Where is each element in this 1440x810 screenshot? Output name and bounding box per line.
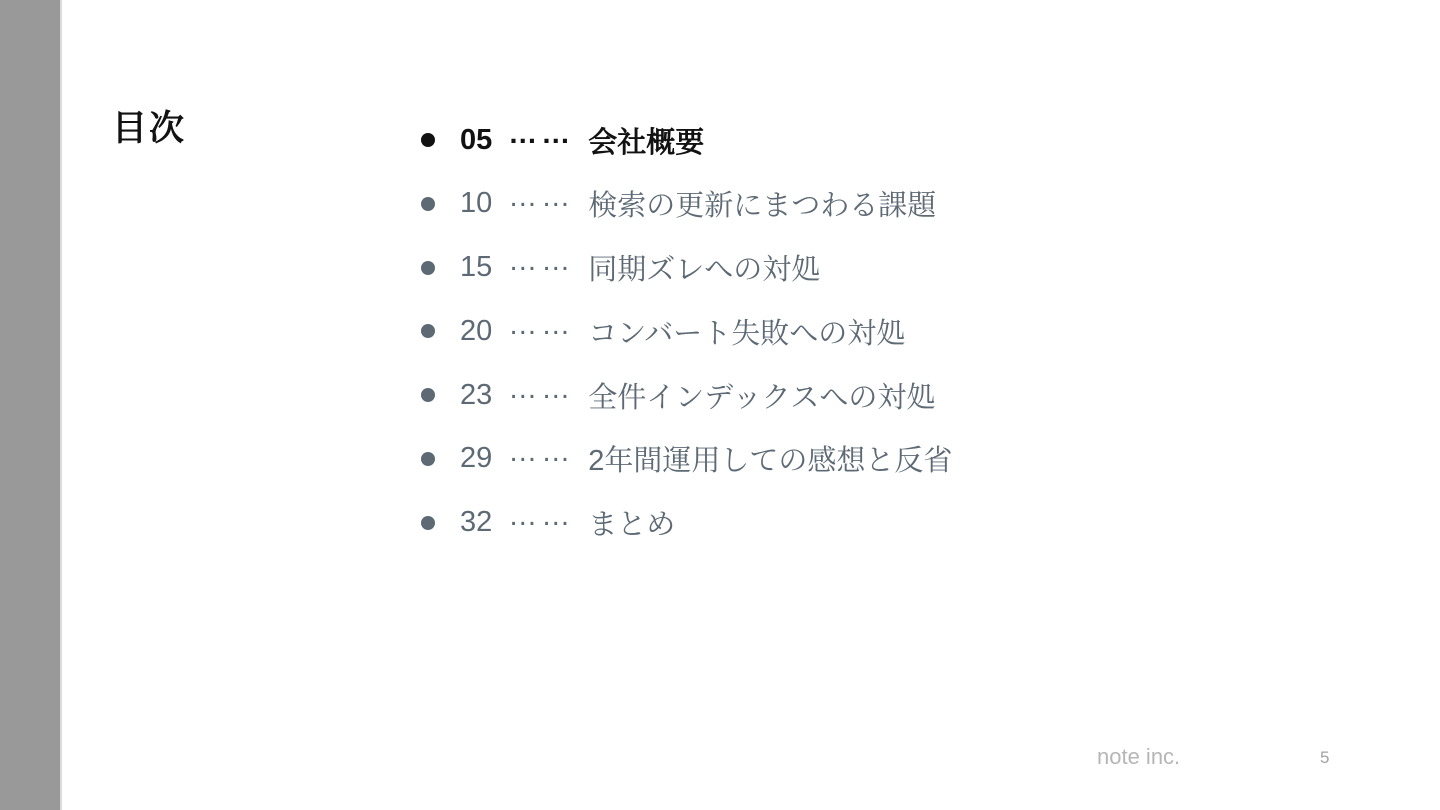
bullet-icon xyxy=(421,261,435,275)
toc-label: 全件インデックスへの対処 xyxy=(588,381,936,414)
bullet-icon xyxy=(421,388,435,402)
toc-item xyxy=(421,372,952,415)
toc-page-number: 15 xyxy=(460,251,493,284)
toc-page-number: 20 xyxy=(460,314,493,347)
toc-dot-leader: …… xyxy=(508,117,575,150)
toc-dot-leader: …… xyxy=(508,245,575,278)
toc-page-number: 23 xyxy=(460,378,493,411)
toc-page-number: 32 xyxy=(460,506,493,539)
toc-label: 2年間運用しての感想と反省 xyxy=(588,445,953,478)
toc-page-number: 29 xyxy=(460,442,493,475)
toc-label: 検索の更新にまつわる課題 xyxy=(588,190,937,223)
toc-label: 同期ズレへの対処 xyxy=(588,254,821,287)
toc-label: 会社概要 xyxy=(588,126,705,159)
left-edge-bar xyxy=(0,0,62,810)
bullet-icon xyxy=(421,133,435,147)
toc-label: コンバート失敗への対処 xyxy=(588,317,906,350)
bullet-icon xyxy=(421,324,435,338)
bullet-icon xyxy=(421,197,435,211)
toc-item xyxy=(421,245,952,288)
toc-dot-leader: …… xyxy=(508,500,575,533)
bullet-icon xyxy=(421,516,435,530)
footer-company: note inc. xyxy=(1097,744,1181,769)
toc-dot-leader: …… xyxy=(508,436,575,469)
toc-list xyxy=(421,117,953,567)
toc-item xyxy=(421,117,952,160)
footer-page-number: 5 xyxy=(1320,748,1330,767)
toc-dot-leader: …… xyxy=(508,372,575,405)
toc-label: まとめ xyxy=(588,509,676,542)
toc-item xyxy=(421,181,952,224)
toc-dot-leader: …… xyxy=(508,308,575,341)
toc-item xyxy=(421,308,952,351)
toc-dot-leader: …… xyxy=(508,181,575,214)
toc-page-number: 10 xyxy=(460,187,493,220)
toc-item xyxy=(421,436,953,479)
toc-item xyxy=(421,500,952,543)
bullet-icon xyxy=(421,452,435,466)
page-title: 目次 xyxy=(112,109,187,148)
toc-page-number: 05 xyxy=(460,123,493,156)
